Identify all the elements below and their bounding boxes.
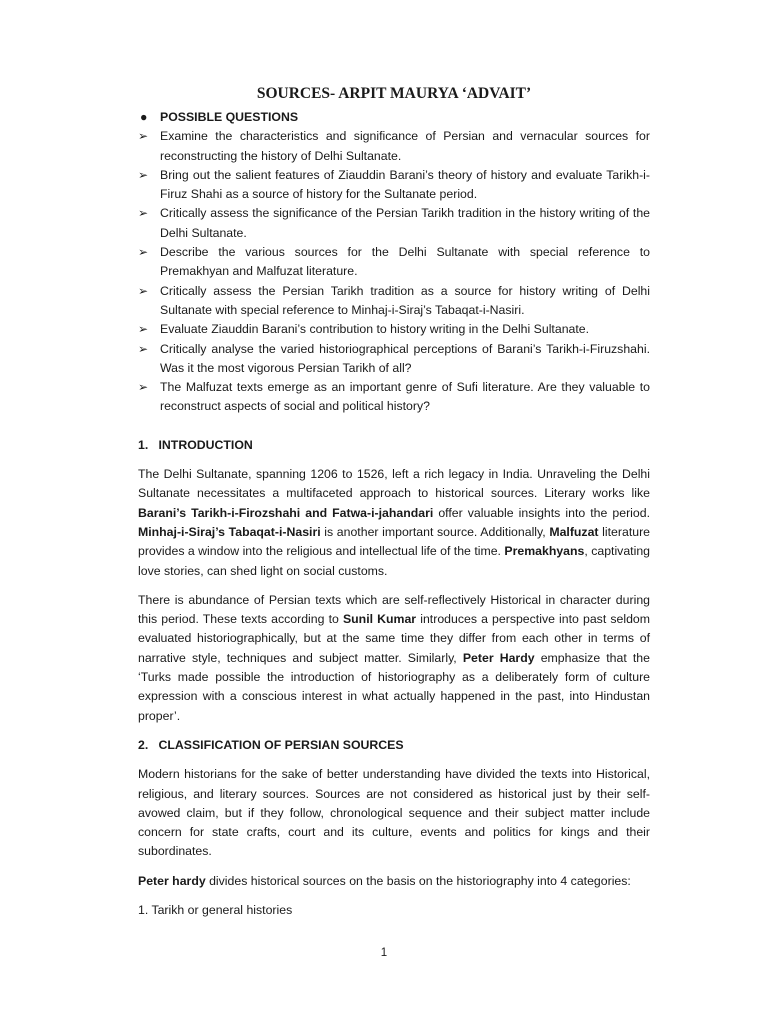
question-list	[138, 127, 650, 416]
arrow-bullet-icon: ➢	[138, 167, 149, 182]
category-list-item: 1. Tarikh or general histories	[138, 902, 293, 917]
arrow-bullet-icon: ➢	[138, 129, 149, 144]
arrow-bullet-icon: ➢	[138, 245, 149, 260]
section-heading-introduction: 1. INTRODUCTION	[138, 437, 253, 452]
question-item: ➢ Bring out the salient features of Ziauddin Barani’s theory of history and evaluate Tarikh-i-Firuz Shahi as a source of history for the Sultanate period.	[138, 167, 650, 202]
document-page	[138, 84, 650, 920]
question-item: ➢ Evaluate Ziauddin Barani’s contribution to history writing in the Delhi Sultanate.	[138, 320, 650, 339]
question-item: ➢ The Malfuzat texts emerge as an important genre of Sufi literature. Are they valuable to reconstruct aspects of social and political history?	[138, 380, 650, 414]
arrow-bullet-icon: ➢	[138, 322, 149, 337]
arrow-bullet-icon: ➢	[138, 380, 149, 395]
document-title: SOURCES- ARPIT MAURYA ‘ADVAIT’	[256, 85, 532, 102]
arrow-bullet-icon: ➢	[138, 206, 149, 221]
classification-paragraph-1: Modern historians for the sake of better understanding have divided the texts into Historical, religious, and literary sources. Sources are not considered as historical just by their self-avowed claim, but if they follow, chronological sequence and their subject matter include concern for state crafts, court and its culture, events and politics for kings and their subordinates.	[138, 767, 650, 859]
section-heading-classification: 2. CLASSIFICATION OF PERSIAN SOURCES	[138, 737, 404, 752]
introduction-paragraph-1: The Delhi Sultanate, spanning 1206 to 1526, left a rich legacy in India. Unraveling the Delhi Sultanate necessitates a multifaceted approach to historical sources. Literary works like Barani’s Tarikh-i-Firozshahi and Fatwa-i-jahandari offer valuable insights into the period. Minhaj-i-Siraj’s Tabaqat-i-Nasiri is another important source. Additionally, Malfuzat literature provides a window into the religious and intellectual life of the time. Premakhyans, captivating love stories, can shed light on social customs.	[138, 467, 651, 578]
question-item: ➢ Critically assess the significance of the Persian Tarikh tradition in the history writing of the Delhi Sultanate.	[138, 206, 650, 240]
introduction-paragraph-2: There is abundance of Persian texts which are self-reflectively Historical in character during this period. These texts according to Sunil Kumar introduces a perspective into past seldom evaluated historiographically, but at the same time they differ from each other in terms of narrative style, techniques and subject matter. Similarly, Peter Hardy emphasize that the ‘Turks made possible the introduction of historiography as a deliberately form of culture expression with a conscious interest in what actually happened in the past, into Hindustan proper’.	[138, 592, 651, 723]
arrow-bullet-icon: ➢	[138, 283, 149, 298]
bullet-icon: ●	[140, 110, 148, 124]
question-item: ➢ Examine the characteristics and significance of Persian and vernacular sources for reconstructing the history of Delhi Sultanate.	[138, 129, 650, 163]
question-item: ➢ Describe the various sources for the Delhi Sultanate with special reference to Premakhyan and Malfuzat literature.	[138, 245, 650, 279]
possible-questions-heading: ● POSSIBLE QUESTIONS	[138, 108, 650, 127]
question-item: ➢ Critically assess the Persian Tarikh tradition as a source for history writing of Delhi Sultanate with special reference to Minhaj-i-Siraj’s Tabaqat-i-Nasiri.	[138, 283, 650, 317]
question-item: ➢ Critically analyse the varied historiographical perceptions of Barani’s Tarikh-i-Firuzshahi. Was it the most vigorous Persian Tarikh of all?	[138, 341, 650, 375]
page-number: 1	[380, 947, 388, 959]
classification-paragraph-2: Peter hardy divides historical sources on the basis on the historiography into 4 categories:	[138, 873, 631, 888]
arrow-bullet-icon: ➢	[138, 341, 149, 356]
